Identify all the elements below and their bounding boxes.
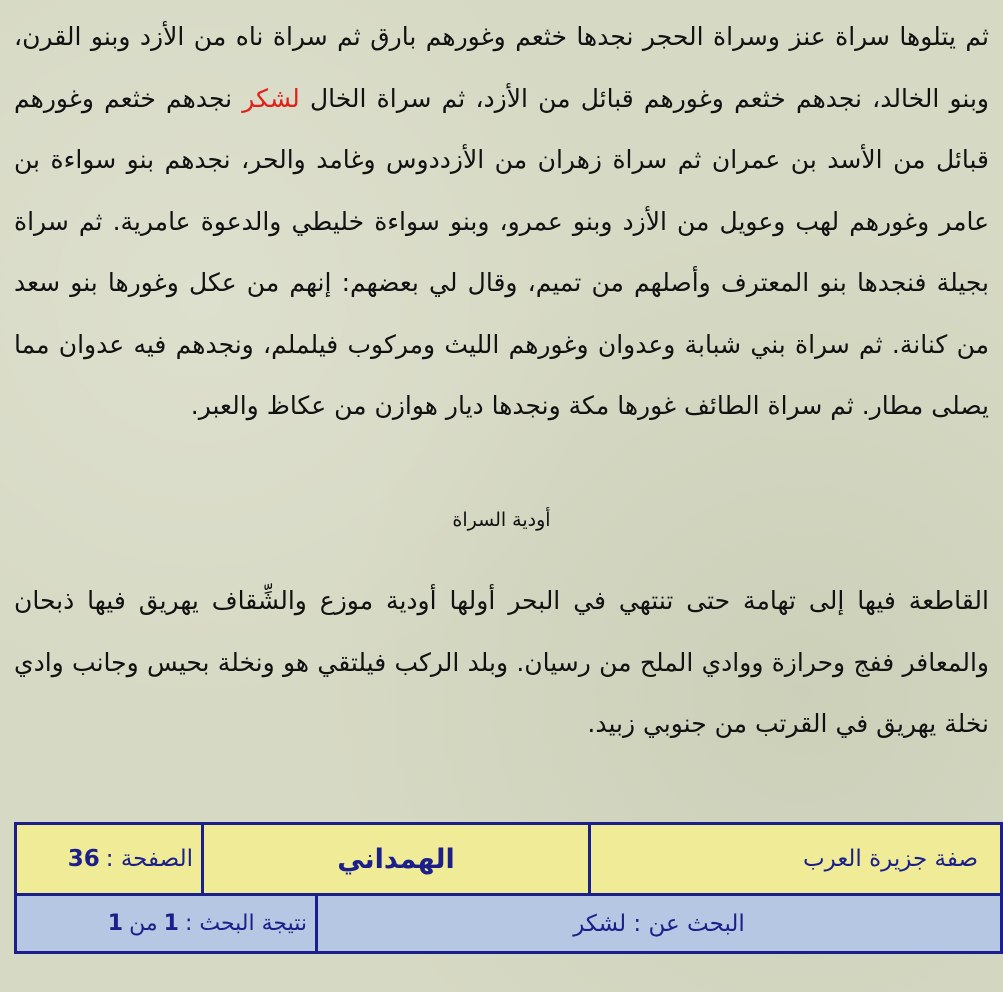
- book-title-cell[interactable]: [591, 825, 1000, 893]
- search-term-label: البحث عن : لشكر: [573, 910, 745, 937]
- page-label: الصفحة :: [105, 846, 193, 872]
- paragraph-text-after: نجدهم خثعم وغورهم قبائل من الأسد بن عمران ثم سراة زهران من الأزددوس وغامد والحر، نجدهم بنو سواءة بن عامر وغورهم لهب وعويل من الأزد وبنو عمرو، وبنو سواءة خليطي والدعوة عامرية. ثم سراة بجيلة فنجدها بنو المعترف وأصلهم من تميم، وقال لي بعضهم: إنهم من عكل وغورها بنو سعد من كنانة. ثم سراة بني شبابة وعدوان وغورهم الليث ومركوب فيلملم، ونجدهم فيه عدوان مما يصلى مطار. ثم سراة الطائف غورها مكة ونجدها ديار هوازن من عكاظ والعبر.: [14, 83, 989, 420]
- paragraph-text: [14, 6, 989, 437]
- footer-row-top: [17, 825, 1000, 893]
- search-result-cell[interactable]: [17, 896, 315, 951]
- result-label: نتيجة البحث :: [184, 911, 307, 936]
- paragraph-second: [14, 570, 989, 755]
- book-title: صفة جزيرة العرب: [802, 846, 978, 872]
- result-current: 1: [163, 911, 179, 936]
- search-term-cell[interactable]: [318, 896, 1000, 951]
- result-total: 1: [107, 911, 124, 936]
- page-cell[interactable]: [17, 825, 201, 893]
- paragraph-main: [14, 6, 989, 437]
- author-name: الهمداني: [337, 843, 455, 875]
- footer-row-bottom: [17, 896, 1000, 951]
- section-heading: أودية السراة: [452, 509, 551, 531]
- author-cell[interactable]: [204, 825, 588, 893]
- result-of: من: [129, 911, 158, 936]
- search-highlight: لشكر: [242, 83, 300, 113]
- page-number: 36: [67, 846, 100, 872]
- info-footer: [14, 822, 1003, 954]
- paragraph-second-text: القاطعة فيها إلى تهامة حتى تنتهي في البحر أولها أودية موزع والشِّقاف يهريق فيها ذبحان والمعافر ففج وحرازة ووادي الملح من رسيان. وبلد الركب فيلتقي هو ونخلة بحيس وجانب وادي نخلة يهريق في القرتب من جنوبي زبيد.: [14, 586, 989, 738]
- paragraph-text-before: ثم يتلوها سراة عنز وسراة الحجر نجدها خثعم وغورهم بارق ثم سراة ناه من الأزد وبنو القرن، وبنو الخالد، نجدهم خثعم وغورهم قبائل من الأزد، ثم سراة الخال: [14, 22, 989, 113]
